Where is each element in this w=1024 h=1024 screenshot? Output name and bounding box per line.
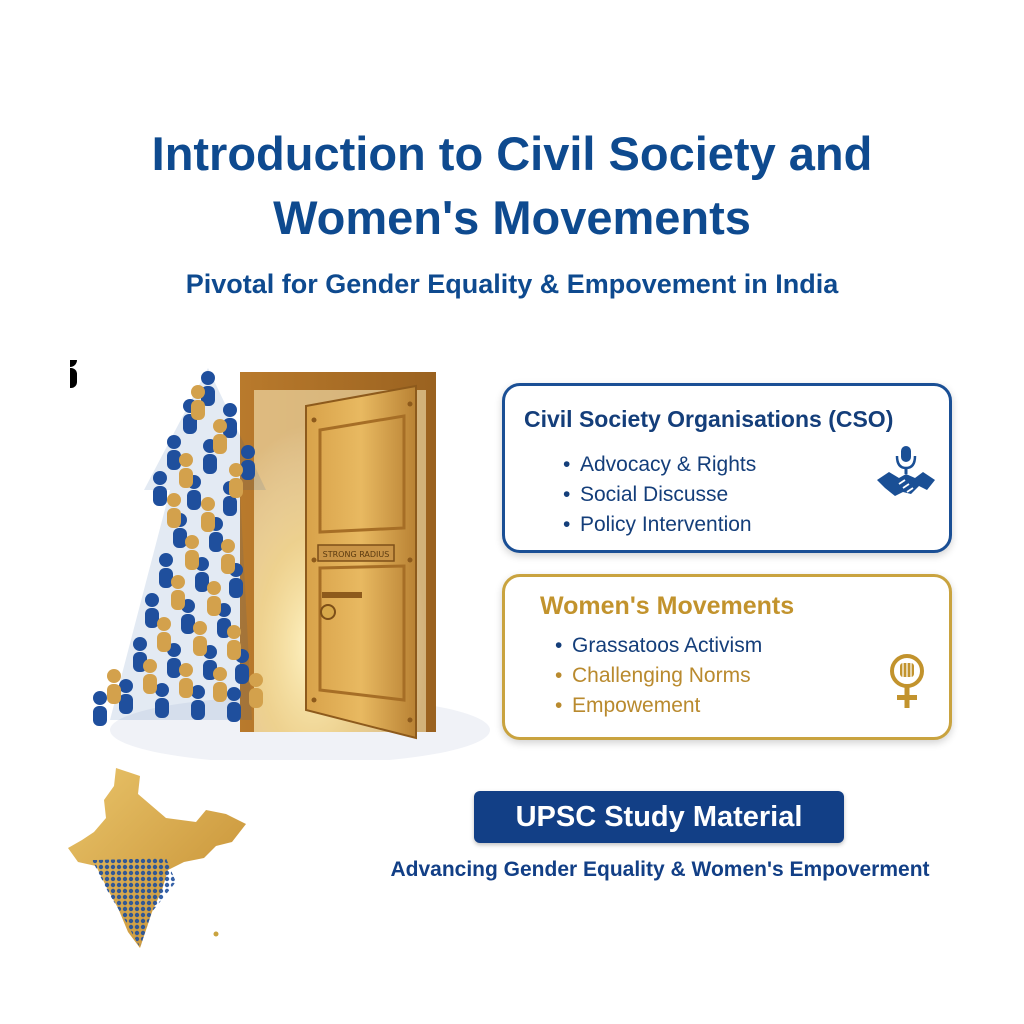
tagline: Advancing Gender Equality & Women's Empoverment xyxy=(390,858,930,881)
cso-list xyxy=(563,450,756,540)
upsc-badge: UPSC Study Material xyxy=(474,791,844,843)
womens-card-title: Women's Movements xyxy=(540,592,795,620)
womens-item-empowerment: • Empowement xyxy=(555,691,762,721)
womens-list xyxy=(555,631,762,721)
female-fist-icon xyxy=(887,653,927,711)
crowd-figures xyxy=(70,360,266,726)
womens-item-grassroots: • Grassatoos Activism xyxy=(555,631,762,661)
page-title xyxy=(0,122,1024,250)
cso-item-policy: • Policy Intervention xyxy=(563,510,756,540)
india-map xyxy=(56,762,256,962)
door-plaque: STRONG RADIUS xyxy=(322,550,390,559)
cso-item-advocacy: • Advocacy & Rights xyxy=(563,450,756,480)
crowd-door-illustration xyxy=(70,360,490,760)
womens-movements-card xyxy=(502,574,952,740)
cso-card-title: Civil Society Organisations (CSO) xyxy=(524,406,894,432)
cso-item-social: • Social Discusse xyxy=(563,480,756,510)
page-subtitle: Pivotal for Gender Equality & Empovement in India xyxy=(185,269,839,299)
womens-item-norms: • Challenging Norms xyxy=(555,661,762,691)
microphone-handshake-icon xyxy=(875,444,937,498)
title-line-2: Women's Movements xyxy=(273,191,751,244)
title-line-1: Introduction to Civil Society and xyxy=(151,127,873,180)
cso-card xyxy=(502,383,952,553)
